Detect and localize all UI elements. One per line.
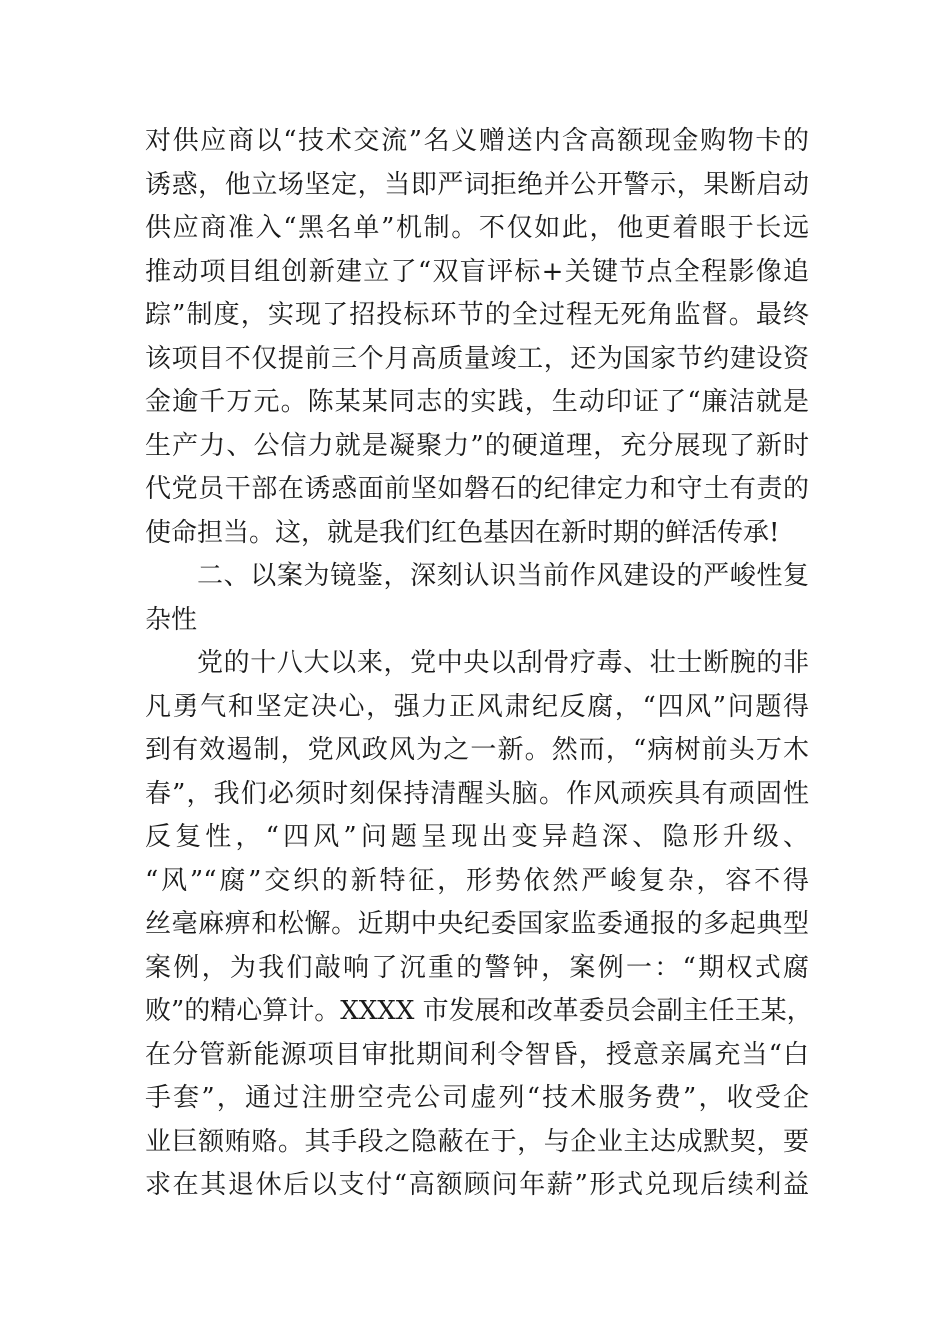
paragraph-line: 案例，为我们敲响了沉重的警钟，案例一：“期权式腐	[145, 952, 809, 983]
paragraph-line: 求在其退休后以支付“高额顾问年薪”形式兑现后续利益	[145, 1170, 809, 1200]
paragraph-line: 手套”，通过注册空壳公司虚列“技术服务费”，收受企	[145, 1083, 809, 1113]
paragraph-line: “风”“腐”交织的新特征，形势依然严峻复杂，容不得	[145, 865, 809, 896]
paragraph-line: 推动项目组创新建立了“双盲评标+关键节点全程影像追	[145, 256, 809, 287]
paragraph-line: 金逾千万元。陈某某同志的实践，生动印证了“廉洁就是	[145, 387, 809, 417]
paragraph-line: 诱惑，他立场坚定，当即严词拒绝并公开警示，果断启动	[145, 169, 809, 200]
paragraph-line: 反复性，“四风”问题呈现出变异趋深、隐形升级、	[145, 822, 809, 852]
paragraph-line: 业巨额贿赂。其手段之隐蔽在于，与企业主达成默契，要	[145, 1126, 809, 1157]
paragraph-line: 在分管新能源项目审批期间利令智昏，授意亲属充当“白	[145, 1039, 809, 1070]
paragraph-line: 败”的精心算计。XXXX 市发展和改革委员会副主任王某，	[145, 996, 813, 1026]
paragraph-line: 使命担当。这，就是我们红色基因在新时期的鲜活传承!	[145, 517, 780, 548]
section-heading-line: 杂性	[145, 604, 198, 635]
document-body	[145, 120, 813, 1208]
paragraph-line: 春”，我们必须时刻保持清醒头脑。作风顽疾具有顽固性	[145, 778, 809, 809]
paragraph-line: 到有效遏制，党风政风为之一新。然而，“病树前头万木	[145, 735, 809, 765]
paragraph-line: 丝毫麻痹和松懈。近期中央纪委国家监委通报的多起典型	[145, 909, 809, 939]
paragraph-line: 供应商准入“黑名单”机制。不仅如此，他更着眼于长远	[145, 213, 809, 243]
paragraph-line: 踪”制度，实现了招投标环节的全过程无死角监督。最终	[145, 300, 809, 330]
paragraph-line: 党的十八大以来，党中央以刮骨疗毒、壮士断腕的非	[197, 648, 809, 678]
section-heading-line: 二、以案为镜鉴，深刻认识当前作风建设的严峻性复	[197, 561, 809, 591]
paragraph-line: 凡勇气和坚定决心，强力正风肃纪反腐，“四风”问题得	[145, 691, 809, 722]
paragraph-line: 对供应商以“技术交流”名义赠送内含高额现金购物卡的	[145, 126, 809, 156]
paragraph-line: 生产力、公信力就是凝聚力”的硬道理，充分展现了新时	[145, 430, 809, 461]
paragraph-line: 代党员干部在诱惑面前坚如磐石的纪律定力和守土有责的	[145, 474, 809, 504]
paragraph-line: 该项目不仅提前三个月高质量竣工，还为国家节约建设资	[145, 343, 809, 374]
